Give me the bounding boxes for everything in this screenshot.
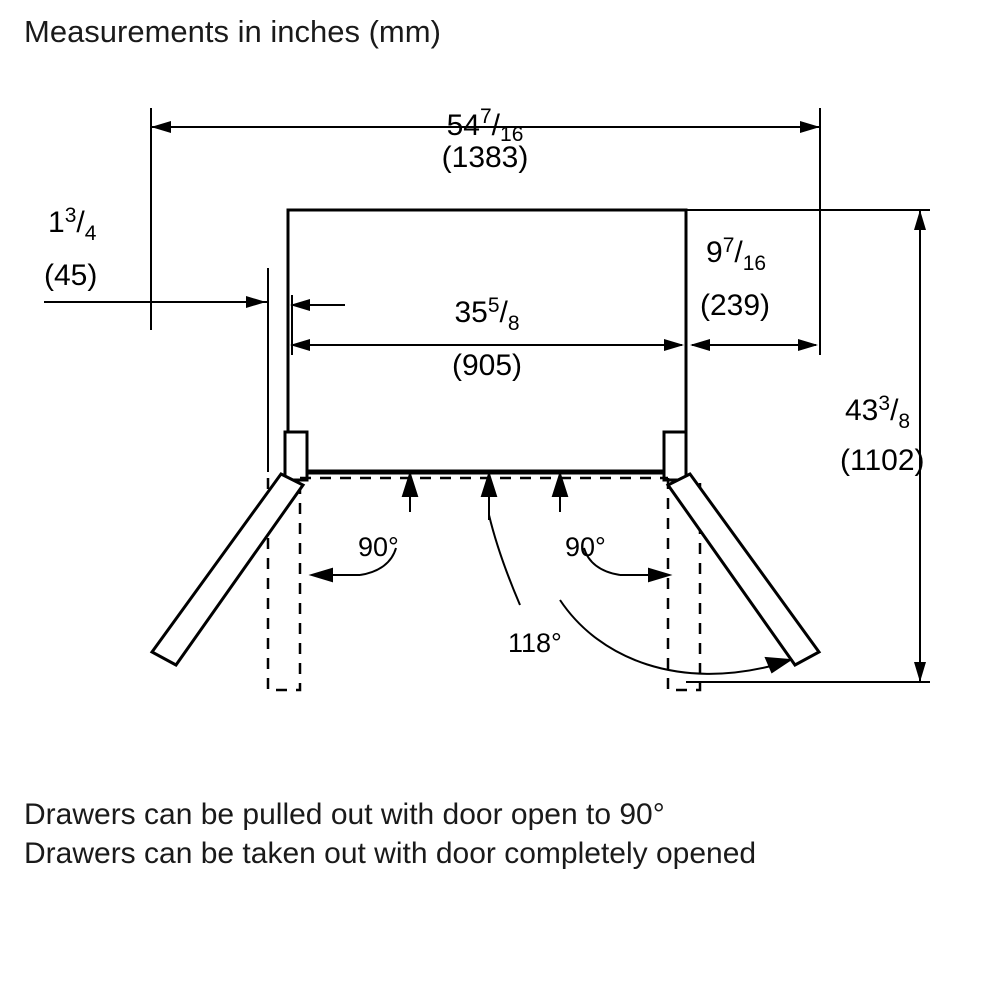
svg-text:547/16: $54^7/_{16}$ xyxy=(446,104,524,146)
left-offset-denominator: 4 xyxy=(84,222,97,245)
overall-depth-metric: (1102) xyxy=(840,444,925,477)
inner-width-whole: 35 xyxy=(454,296,488,329)
inner-width-denominator: 8 xyxy=(507,312,520,335)
open-door-panels xyxy=(152,472,819,668)
left-offset-numerator: 3 xyxy=(64,204,77,227)
svg-text:355/8: $35^5/_8$ xyxy=(454,294,520,335)
right-width-metric: (239) xyxy=(700,289,771,322)
overall-width-numerator: 7 xyxy=(479,104,492,128)
note-line-2: Drawers can be taken out with door completely opened xyxy=(24,837,757,870)
inner-width-numerator: 5 xyxy=(487,294,500,317)
left-door-angle-label: 90° xyxy=(358,532,399,562)
overall-width-metric: (1383) xyxy=(441,141,529,174)
svg-text:97/16: $9^7/_{16}$ xyxy=(706,234,767,275)
overall-width-whole: 54 xyxy=(446,108,480,142)
dimension-overall-depth xyxy=(840,210,926,682)
left-offset-metric: (45) xyxy=(44,259,98,292)
notes-block xyxy=(24,795,824,873)
inner-width-metric: (905) xyxy=(451,349,523,382)
full-open-door-angle-label: 118° xyxy=(508,628,562,658)
overall-width-denominator: 16 xyxy=(500,122,524,146)
left-offset-whole: 1 xyxy=(48,206,65,239)
svg-text:433/8: $43^3/_8$ xyxy=(845,392,911,433)
left-offset-value: $1^3/_4$ xyxy=(48,204,97,245)
right-door-angle-label: 90° xyxy=(565,532,606,562)
dimension-left-offset xyxy=(44,204,268,472)
right-width-numerator: 7 xyxy=(722,234,735,257)
overall-depth-whole: 43 xyxy=(845,394,879,427)
page-title: Measurements in inches (mm) xyxy=(24,14,441,49)
note-line-1: Drawers can be pulled out with door open to 90° xyxy=(24,798,665,831)
overall-depth-denominator: 8 xyxy=(898,410,911,433)
dimension-right-width xyxy=(690,234,818,351)
right-width-whole: 9 xyxy=(706,236,723,269)
overall-depth-numerator: 3 xyxy=(878,392,891,415)
door-90-degree-dashed-outlines xyxy=(268,478,700,690)
right-width-denominator: 16 xyxy=(742,252,767,275)
dimension-overall-width xyxy=(151,105,820,174)
cabinet-outline xyxy=(288,210,686,472)
